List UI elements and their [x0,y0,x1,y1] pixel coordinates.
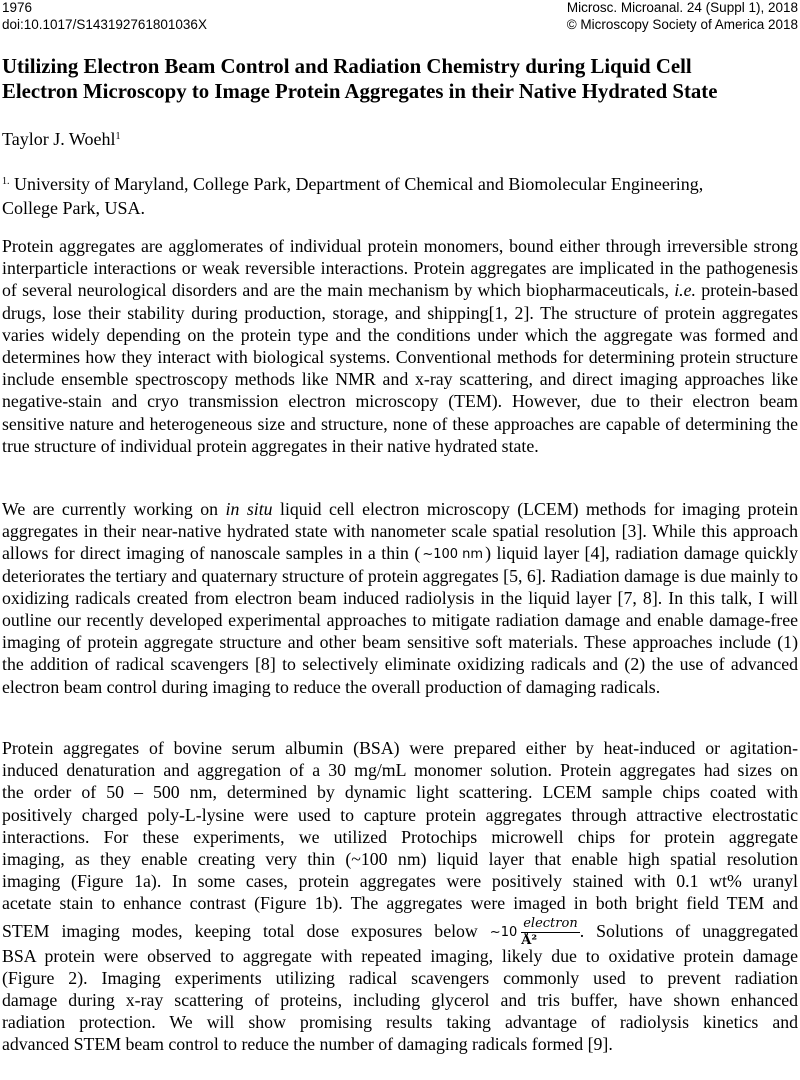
journal-citation: Microsc. Microanal. 24 (Suppl 1), 2018 [566,0,798,15]
p2-insitu: in situ [225,499,273,519]
doi: doi:10.1017/S143192761801036X [2,17,207,32]
p3-line: induced denaturation and aggregation of a 30 mg/mL monomer solution. Protein aggregates had sizes on [2,760,798,781]
p3-line: positively charged poly-L-lysine were used to capture protein aggregates through attractive electrostatic [2,804,798,825]
affiliation-line-1: University of Maryland, College Park, Department of Chemical and Biomolecular Engineering, [9,174,704,194]
paragraph-2 [2,498,798,698]
dose-fraction [521,917,579,948]
page-number: 1976 [2,0,33,15]
p3-text-9b: . Solutions of unaggregated [579,920,798,941]
p3-line: radiation protection. We will show promising results taking advantage of radiolysis kinetics and [2,1012,798,1033]
p3-text-9a: STEM imaging modes, keeping total dose exposures below [2,920,490,941]
paper-title [2,54,792,104]
paragraph-3 [2,737,798,1056]
p3-line: (Figure 2). Imaging experiments utilizing radical scavengers commonly used to prevent radiation [2,967,798,988]
p3-line: the order of 50 – 500 nm, determined by dynamic light scattering. LCEM sample chips coated with [2,782,798,803]
copyright: © Microscopy Society of America 2018 [566,17,798,32]
p3-line: BSA protein were observed to aggregate with repeated imaging, likely due to oxidative protein damage [2,945,798,966]
p3-line: imaging (Figure 1a). In some cases, protein aggregates were positively stained with 0.1 wt% uranyl [2,871,798,892]
p3-line: Protein aggregates of bovine serum albumin (BSA) were prepared either by heat-induced or agitation- [2,738,798,758]
author-sup: 1 [115,131,121,142]
p2-text-a: We are currently working on [2,499,226,519]
dose-numerator: electron [523,916,578,932]
affiliation-sup: 1. [2,176,10,187]
title-line-2: Electron Microscopy to Image Protein Aggregates in their Native Hydrated State [2,80,718,103]
p2-text-b: liquid cell electron microscopy (LCEM) methods for imaging protein aggregates in their near-native hydrated state with nanometer scale spatial resolution [3]. While this approach allows for direct imaging of nanoscale samples in a thin ( [2,499,798,564]
p3-line: advanced STEM beam control to reduce the number of damaging radicals formed [9]. [2,1034,613,1055]
header-row-1 [2,0,798,16]
p3-line: imaging, as they enable creating very thin (~100 nm) liquid layer that enable high spatial resolution [2,849,798,870]
affiliation-line-2: College Park, USA. [2,198,145,218]
affiliation [2,172,792,220]
dose-denominator: Å² [521,933,538,949]
p3-line: damage during x-ray scattering of proteins, including glycerol and tris buffer, have shown enhanced [2,989,798,1010]
p1-text-a: Protein aggregates are agglomerates of individual protein monomers, bound either through irreversible strong interparticle interactions or weak reversible interactions. Protein aggregates are implicated in the pathogenesis of several neurological disorders and are the main mechanism by which biopharmaceuticals, [2,236,798,301]
p3-line: acetate stain to enhance contrast (Figure 1b). The aggregates were imaged in both bright field TEM and [2,893,798,914]
paragraph-1 [2,235,798,457]
dose-prefix: ~10 [489,924,518,940]
thickness-formula: ~100 nm [422,547,484,563]
p3-line: interactions. For these experiments, we utilized Protochips microwell chips for protein aggregate [2,826,798,847]
author-name: Taylor J. Woehl [2,129,116,149]
p1-ie: i.e. [674,280,696,301]
header-row-2 [2,17,798,33]
p2-text-c: ) liquid layer [4], radiation damage quickly deteriorates the tertiary and quaternary structure of protein aggregates [5, 6]. Radiation damage is due mainly to oxidizing radicals created from electron beam induced radiolysis in the liquid layer [7, 8]. In this talk, I will outline our recently developed experimental approaches to mitigate radiation damage and enable damage-free imaging of protein aggregate structure and other beam sensitive soft materials. These approaches include (1) the addition of radical scavengers [8] to selectively eliminate oxidizing radicals and (2) the use of advanced electron beam control during imaging to reduce the overall production of damaging radicals. [2,543,798,697]
author [2,128,120,150]
title-line-1: Utilizing Electron Beam Control and Radiation Chemistry during Liquid Cell [2,55,692,78]
p1-text-b: protein-based drugs, lose their stability during production, storage, and shipping[1, 2]. The structure of protein aggregates varies widely depending on the protein type and the conditions under which the aggregate was formed and determines how they interact with biological systems. Conventional methods for determining protein structure include ensemble spectroscopy methods like NMR and x-ray scattering, and direct imaging approaches like negative-stain and cryo transmission electron microscopy (TEM). However, due to their electron beam sensitive nature and heterogeneous size and structure, none of these approaches are capable of determining the true structure of individual protein aggregates in their native hydrated state. [2,280,798,456]
